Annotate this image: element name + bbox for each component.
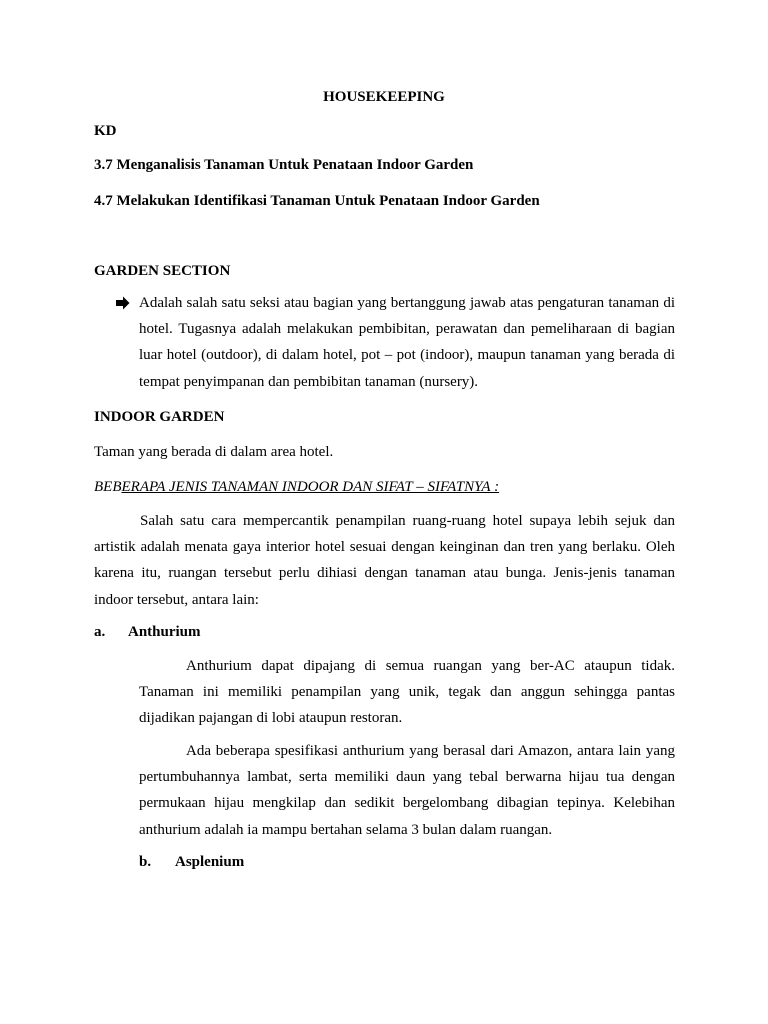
plant-b-marker: b. bbox=[139, 854, 152, 870]
intro-paragraph: Salah satu cara mempercantik penampilan ruang-ruang hotel supaya lebih sejuk dan artistik adalah menata gaya interior hotel sesuai dengan keinginan dan tren yang berlaku. Oleh karena itu, ruangan tersebut perlu dihiasi dengan tanaman atau bunga. Jenis-jenis tanaman indoor tersebut, antara lain: bbox=[94, 513, 675, 608]
kd-item-4-7: 4.7 Melakukan Identifikasi Tanaman Untuk Penataan Indoor Garden bbox=[94, 193, 540, 209]
plant-types-heading-prefix: BEB bbox=[94, 479, 122, 495]
plant-types-heading bbox=[94, 478, 499, 496]
garden-section-heading: GARDEN SECTION bbox=[94, 263, 231, 279]
anthurium-paragraph-1: Anthurium dapat dipajang di semua ruangan yang ber-AC ataupun tidak. Tanaman ini memiliki penampilan yang unik, tegak dan anggun sehingga pantas dijadikan pajangan di lobi ataupun restoran. bbox=[139, 658, 675, 727]
kd-item-3-7: 3.7 Menganalisis Tanaman Untuk Penataan Indoor Garden bbox=[94, 157, 474, 173]
plant-a-marker: a. bbox=[94, 624, 106, 640]
anthurium-paragraph-2: Ada beberapa spesifikasi anthurium yang berasal dari Amazon, antara lain yang pertumbuhannya lambat, serta memiliki daun yang tebal berwarna hijau tua dengan permukaan hijau mengkilap dan sedikit bergelombang dibagian tepinya. Kelebihan anthurium adalah ia mampu bertahan selama 3 bulan dalam ruangan. bbox=[139, 743, 675, 838]
plant-b-name: Asplenium bbox=[175, 854, 245, 870]
document-title: HOUSEKEEPING bbox=[323, 89, 445, 105]
plant-a-name: Anthurium bbox=[128, 624, 201, 640]
indoor-garden-definition: Taman yang berada di dalam area hotel. bbox=[94, 444, 334, 460]
kd-label: KD bbox=[94, 123, 117, 139]
indoor-garden-heading: INDOOR GARDEN bbox=[94, 409, 225, 425]
garden-section-description: Adalah salah satu seksi atau bagian yang bertanggung jawab atas pengaturan tanaman di hotel. Tugasnya adalah melakukan pembibitan, perawatan dan pemeliharaan di bagian luar hotel (outdoor), di dalam hotel, pot – pot (indoor), maupun tanaman yang berada di tempat penyimpanan dan pembibitan tanaman (nursery). bbox=[139, 295, 675, 390]
plant-types-heading-underlined: ERAPA JENIS TANAMAN INDOOR DAN SIFAT – SIFATNYA : bbox=[121, 479, 500, 495]
arrow-right-icon bbox=[116, 296, 130, 310]
